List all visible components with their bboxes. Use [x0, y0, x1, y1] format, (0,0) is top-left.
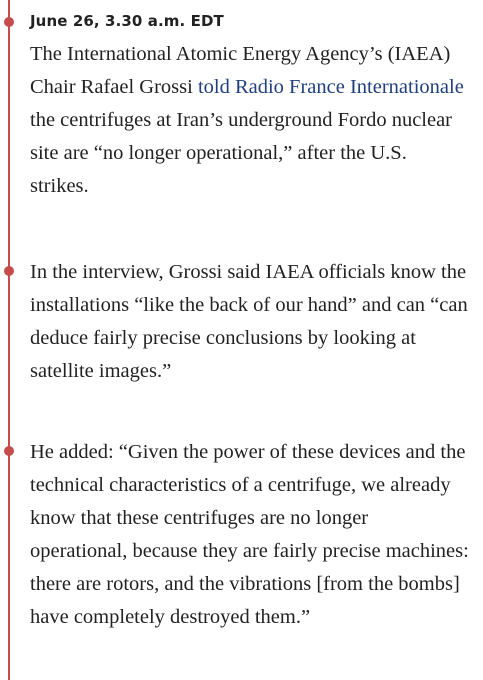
blog-entry-3	[30, 436, 470, 634]
entry-paragraph: He added: “Given the power of these devices and the technical characteristics of a centrifuge, we already know that these centrifuges are no longer operational, because they are fairly precise machines: there are rotors, and the vibrations [from the bombs] have completely destroyed them.”	[30, 441, 469, 628]
timeline-dot-2	[4, 266, 14, 276]
rfi-interview-link[interactable]: told Radio France Internationale	[197, 76, 464, 98]
timeline-line	[8, 0, 10, 680]
paragraph-text: The International Atomic Energy Agency’s (IAEA) Chair Rafael Grossi	[30, 43, 451, 98]
blog-entry-2	[30, 256, 470, 388]
timeline-dot-1	[4, 17, 14, 27]
entry-paragraph: In the interview, Grossi said IAEA officials know the installations “like the back of our hand” and can “can deduce fairly precise conclusions by looking at satellite images.”	[30, 261, 468, 382]
entry-paragraph	[30, 38, 470, 203]
paragraph-text: the centrifuges at Iran’s underground Fordo nuclear site are “no longer operational,” after the U.S. strikes.	[30, 109, 453, 197]
entry-timestamp: June 26, 3.30 a.m. EDT	[30, 12, 224, 30]
blog-entry-1	[30, 12, 470, 203]
timeline-dot-3	[4, 446, 14, 456]
